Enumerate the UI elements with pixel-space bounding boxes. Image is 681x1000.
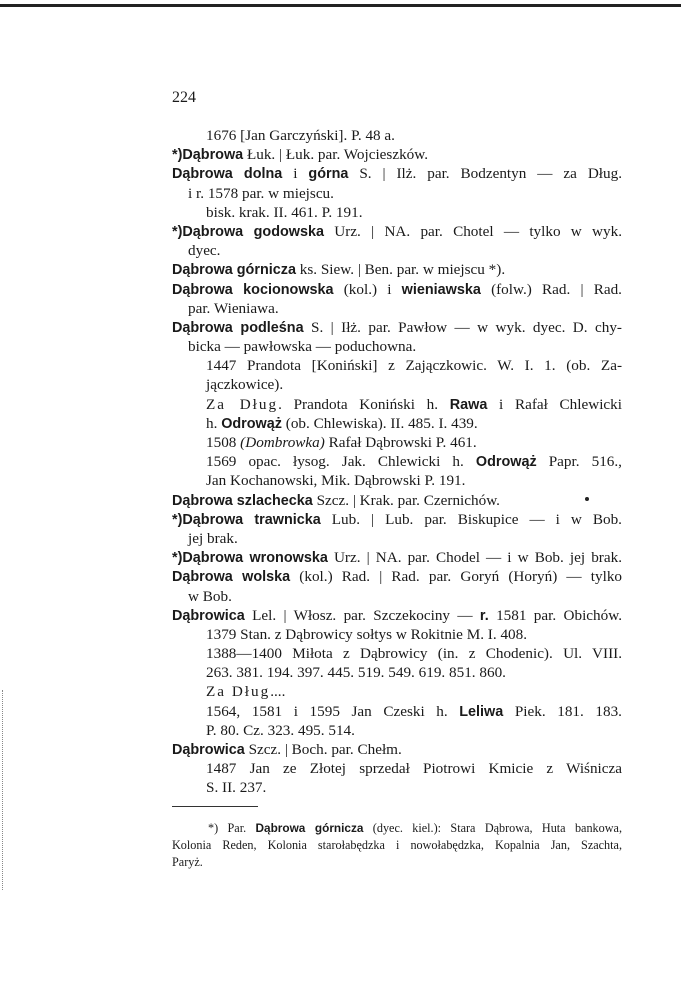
text-run: (kol.) Rad. | Rad. par. Goryń (Horyń) — tylko xyxy=(290,568,623,586)
footnotes xyxy=(172,820,622,871)
text-run: Urz. | NA. par. Chotel — tylko w wyk. xyxy=(324,222,623,240)
text-run: Łuk. | Łuk. par. Wojcieszków. xyxy=(243,146,429,164)
text-line xyxy=(172,222,622,241)
text-line xyxy=(172,529,622,548)
text-line xyxy=(172,663,622,682)
text-line xyxy=(172,203,622,222)
entry-headword: Dąbrowa dolna xyxy=(172,166,283,183)
text-line xyxy=(172,548,622,567)
text-run: S. | Ilż. par. Bodzentyn — za Dług. xyxy=(348,165,622,183)
text-line xyxy=(172,721,622,740)
entry-headword: Dąbrowa szlachecka xyxy=(172,492,313,509)
footnote-line xyxy=(172,820,622,837)
text-run: (kol.) i xyxy=(333,280,402,298)
text-line xyxy=(172,337,622,356)
text-run: Urz. | NA. par. Chodel — i w Bob. jej brak. xyxy=(327,549,622,567)
text-run: jej brak. xyxy=(188,529,238,547)
text-run: 263. 381. 194. 397. 445. 519. 549. 619. 851. 860. xyxy=(206,664,506,682)
text-line xyxy=(172,164,622,183)
top-border-rule xyxy=(0,4,681,7)
text-run: S. | Iłż. par. Pawłow — w wyk. dyec. D. chy- xyxy=(303,318,622,336)
text-run: Szcz. | Krak. par. Czernichów. xyxy=(312,491,500,509)
text-run: 1581 par. Obichów. xyxy=(488,606,622,624)
entry-headword: wieniawska xyxy=(401,281,481,298)
text-run: Papr. 516., xyxy=(536,453,622,471)
entry-headword: *)Dąbrowa trawnicka xyxy=(172,511,321,528)
text-line xyxy=(172,740,622,759)
text-run: (dyec. kiel.): Stara Dąbrowa, Huta bankowa, xyxy=(363,821,622,835)
text-run: (folw.) Rad. | Rad. xyxy=(480,280,622,298)
text-run: 1388—1400 Miłota z Dąbrowicy (in. z Chodenic). Ul. VIII. xyxy=(206,645,622,663)
text-run: 1447 Prandota [Koniński] z Zajączkowic. W. I. 1. (ob. Za- xyxy=(206,357,622,375)
text-run: 1508 xyxy=(206,434,241,451)
text-line xyxy=(172,260,622,279)
text-run: h. xyxy=(206,414,222,432)
text-line xyxy=(172,510,622,529)
text-run: (ob. Chlewiska). II. 485. I. 439. xyxy=(281,414,478,432)
text-line xyxy=(172,433,622,452)
text-run: 1379 Stan. z Dąbrowicy sołtys w Rokitnie M. I. 408. xyxy=(206,625,528,643)
text-run: par. Wieniawa. xyxy=(188,299,279,317)
footnote-line xyxy=(172,837,622,854)
text-line xyxy=(172,395,622,414)
entry-headword: Dąbrowica xyxy=(172,607,245,624)
page-number: 224 xyxy=(172,89,196,106)
text-run: Rafał Dąbrowski P. 461. xyxy=(324,434,477,451)
text-line xyxy=(172,375,622,394)
text-line xyxy=(172,778,622,797)
text-line xyxy=(172,471,622,490)
entry-headword: *)Dąbrowa godowska xyxy=(172,223,325,240)
footnote-separator xyxy=(172,806,258,807)
text-run: 1676 [Jan Garczyński]. P. 48 a. xyxy=(206,127,395,144)
text-line xyxy=(172,606,622,625)
text-run: S. II. 237. xyxy=(206,779,267,797)
footnote-line xyxy=(172,854,622,871)
entry-headword: Odrowąż xyxy=(221,415,282,432)
text-run: w Bob. xyxy=(188,587,232,605)
text-line xyxy=(172,644,622,663)
text-line xyxy=(172,318,622,337)
text-line xyxy=(172,241,622,260)
text-run: Lel. | Włosz. par. Szczekociny — xyxy=(244,606,480,624)
entry-headword: Odrowąż xyxy=(475,454,537,471)
entry-headword: Dąbrowica xyxy=(172,742,245,758)
text-run: Lub. | Lub. par. Biskupice — i w Bob. xyxy=(320,510,622,528)
text-line xyxy=(172,702,622,721)
text-run: Kolonia Reden, Kolonia starołabędzka i nowołabędzka, Kopalnia Jan, Szachta, xyxy=(172,838,622,852)
spaced-source-ref: Za Dług xyxy=(206,683,271,701)
text-line xyxy=(172,280,622,299)
text-line xyxy=(172,145,622,164)
text-run: . Prandota Koniński h. xyxy=(278,395,450,413)
entry-headword: górna xyxy=(308,166,349,183)
text-run: i xyxy=(282,165,309,183)
text-run: i r. 1578 par. w miejscu. xyxy=(188,184,334,202)
text-line xyxy=(172,759,622,778)
text-run: Piek. 181. 183. xyxy=(503,702,622,720)
main-text-body xyxy=(172,126,622,798)
italic-variant: (Dombrowka) xyxy=(240,434,325,451)
spaced-source-ref: Za Dług xyxy=(206,395,279,413)
text-run: i Rafał Chlewicki xyxy=(487,395,622,413)
entry-headword: *)Dąbrowa xyxy=(172,147,244,164)
entry-headword: Dąbrowa górnicza xyxy=(255,821,364,835)
entry-headword: Dąbrowa kocionowska xyxy=(172,281,334,298)
text-run: bisk. krak. II. 461. P. 191. xyxy=(206,203,363,221)
text-line xyxy=(172,126,622,145)
entry-headword: r. xyxy=(479,607,489,624)
scan-margin-artifact xyxy=(2,690,5,890)
entry-headword: Leliwa xyxy=(459,703,504,720)
text-run: *) Par. xyxy=(208,821,256,835)
text-line xyxy=(172,625,622,644)
text-line xyxy=(172,682,622,701)
text-run: bicka — pawłowska — poduchowna. xyxy=(188,338,417,356)
entry-headword: Dąbrowa podleśna xyxy=(172,319,304,336)
text-line xyxy=(172,491,622,510)
entry-headword: Dąbrowa wolska xyxy=(172,569,291,586)
text-run: 1569 opac. łysog. Jak. Chlewicki h. xyxy=(206,453,476,471)
text-run: jączkowice). xyxy=(206,376,284,394)
text-line xyxy=(172,299,622,318)
text-line xyxy=(172,414,622,433)
text-run: P. 80. Cz. 323. 495. 514. xyxy=(206,721,355,739)
text-line xyxy=(172,184,622,203)
text-line xyxy=(172,587,622,606)
text-run: Szcz. | Boch. par. Chełm. xyxy=(244,741,402,758)
entry-headword: Rawa xyxy=(449,396,488,413)
text-run: ks. Siew. | Ben. par. w miejscu *). xyxy=(295,261,506,279)
text-line xyxy=(172,567,622,586)
entry-headword: *)Dąbrowa wronowska xyxy=(172,550,328,567)
text-line xyxy=(172,452,622,471)
text-line xyxy=(172,356,622,375)
text-run: dyec. xyxy=(188,242,221,260)
text-run: 1487 Jan ze Złotej sprzedał Piotrowi Kmicie z Wiśnicza xyxy=(206,760,622,778)
text-run: 1564, 1581 i 1595 Jan Czeski h. xyxy=(206,702,460,720)
text-run: Jan Kochanowski, Mik. Dąbrowski P. 191. xyxy=(206,472,466,490)
text-run: Paryż. xyxy=(172,855,203,869)
entry-headword: Dąbrowa górnicza xyxy=(172,262,296,279)
text-run: .... xyxy=(270,683,286,701)
